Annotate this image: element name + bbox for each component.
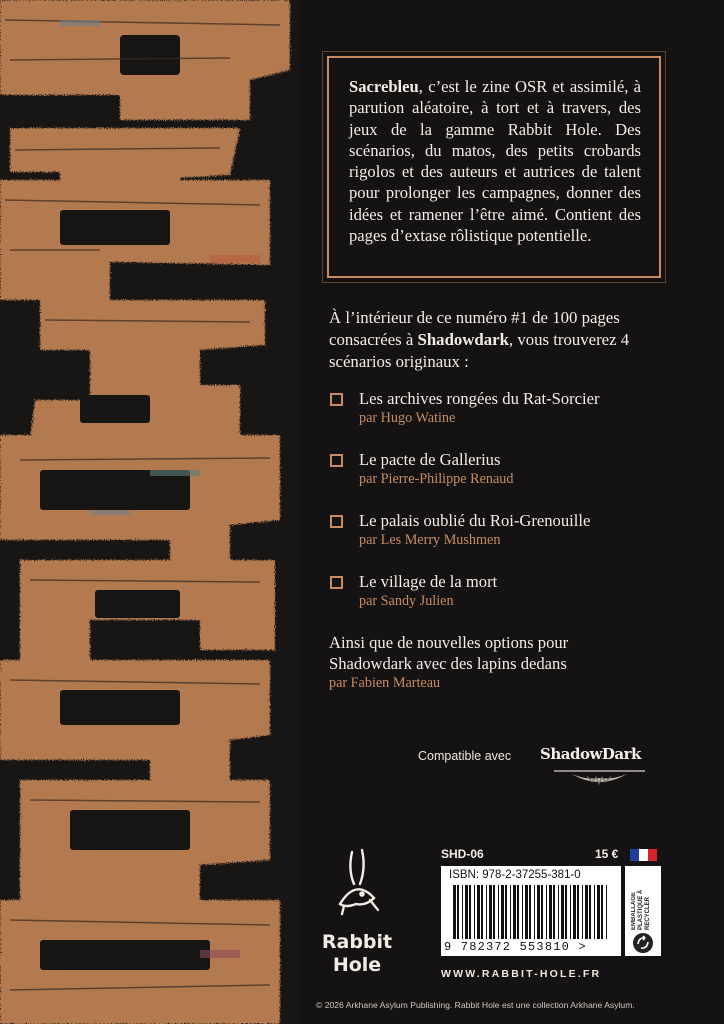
- extra-line-2: Shadowdark avec des lapins dedans: [329, 654, 567, 673]
- barcode-bar: [477, 885, 480, 939]
- recycle-box: [625, 866, 661, 956]
- compatible-label: Compatible avec: [418, 749, 512, 763]
- barcode-bar: [498, 885, 499, 939]
- barcode-bar: [474, 885, 475, 939]
- barcode-bar: [481, 885, 483, 939]
- barcode-bar: [537, 885, 540, 939]
- contents-lead: [329, 307, 669, 373]
- barcode-bar: [558, 885, 559, 939]
- square-bullet-icon: [330, 393, 343, 406]
- intro-body: , c’est le zine OSR et assimilé, à parution aléatoire, à tort et à travers, des jeux de la gamme Rabbit Hole. Des scénarios, du matos, des petits crobards rigolos et des auteurs et autrices de talent pour prolonger les campagnes, donner des idées et ramener l’être aimé. Contient des pages d’extase rôlistique potentielle.: [349, 77, 641, 246]
- barcode-bar: [561, 885, 564, 939]
- scenario-title: Le village de la mort: [359, 572, 498, 591]
- list-item: [329, 389, 669, 450]
- shadowdark-logo: ShadowDark: [540, 745, 641, 763]
- recycle-icon: [631, 932, 655, 954]
- barcode-bar: [534, 885, 535, 939]
- scenario-author: par Les Merry Mushmen: [359, 532, 501, 548]
- intro-lead: Sacrebleu: [349, 77, 419, 96]
- intro-text: [349, 76, 641, 246]
- french-flag-icon: [630, 849, 657, 861]
- contents-lead-end: , vous trouverez 4 scénarios originaux :: [329, 330, 630, 371]
- barcode-bar: [469, 885, 471, 939]
- barcode-bar: [465, 885, 468, 939]
- rabbit-hole-logo: [321, 848, 393, 980]
- barcode-bar: [486, 885, 487, 939]
- intro-box: [327, 56, 661, 278]
- price: 15 €: [595, 847, 619, 861]
- contents-lead-start: À l’intérieur de ce numéro #1 de 100 pages consacrées à: [329, 308, 620, 349]
- publisher-line-1: Rabbit: [321, 931, 393, 953]
- barcode-bar: [585, 885, 588, 939]
- barcode-bar: [489, 885, 492, 939]
- barcode-bar: [493, 885, 495, 939]
- list-item: [329, 572, 669, 633]
- barcode-icon: [453, 885, 609, 939]
- contents-lead-bold: Shadowdark: [417, 330, 509, 349]
- scenario-author: par Hugo Watine: [359, 410, 456, 426]
- barcode-bar: [501, 885, 504, 939]
- list-item: [329, 511, 669, 572]
- copyright: © 2026 Arkhane Asylum Publishing. Rabbit Hole est une collection Arkhane Asylum.: [316, 1000, 635, 1010]
- extra-section: [329, 632, 669, 692]
- square-bullet-icon: [330, 454, 343, 467]
- barcode-bar: [546, 885, 547, 939]
- barcode-bar: [597, 885, 600, 939]
- barcode-bar: [453, 885, 456, 939]
- square-bullet-icon: [330, 576, 343, 589]
- barcode-bar: [549, 885, 552, 939]
- list-item: [329, 450, 669, 511]
- sacrebleu-lettering-art: [0, 0, 300, 1024]
- barcode-box: [441, 866, 621, 956]
- website-link[interactable]: WWW.RABBIT-HOLE.FR: [441, 968, 602, 980]
- barcode-bar: [522, 885, 523, 939]
- publisher-line-2: Hole: [332, 954, 382, 976]
- barcode-bar: [570, 885, 571, 939]
- square-bullet-icon: [330, 515, 343, 528]
- barcode-bar: [510, 885, 511, 939]
- scenario-author: par Pierre-Philippe Renaud: [359, 471, 514, 487]
- extra-line-1: Ainsi que de nouvelles options pour: [329, 633, 569, 652]
- isbn: ISBN: 978-2-37255-381-0: [449, 869, 581, 881]
- recycle-label: EMBALLAGE PLASTIQUE À RECYCLER: [631, 889, 651, 930]
- scenario-list: [329, 389, 669, 633]
- barcode-bar: [513, 885, 516, 939]
- barcode-bar: [517, 885, 519, 939]
- scenario-author: par Sandy Julien: [359, 593, 454, 609]
- barcode-bar: [577, 885, 579, 939]
- scenario-title: Le pacte de Gallerius: [359, 450, 501, 469]
- barcode-bar: [529, 885, 531, 939]
- extra-author: par Fabien Marteau: [329, 675, 441, 691]
- scenario-title: Le palais oublié du Roi-Grenouille: [359, 511, 591, 530]
- barcode-bar: [457, 885, 459, 939]
- barcode-bar: [589, 885, 591, 939]
- barcode-bar: [541, 885, 543, 939]
- barcode-bar: [525, 885, 528, 939]
- barcode-bar: [594, 885, 595, 939]
- barcode-number: 9 782372 553810 >: [444, 940, 587, 954]
- barcode-bar: [606, 885, 607, 939]
- scenario-title: Les archives rongées du Rat-Sorcier: [359, 389, 600, 408]
- barcode-bar: [582, 885, 583, 939]
- shadowdark-logo-ornament-icon: [552, 768, 647, 790]
- barcode-bar: [553, 885, 555, 939]
- contents-section: [329, 307, 669, 633]
- product-code: SHD-06: [441, 847, 484, 861]
- title-band: [0, 0, 300, 1024]
- barcode-bar: [565, 885, 567, 939]
- barcode-bar: [505, 885, 507, 939]
- barcode-bar: [573, 885, 576, 939]
- barcode-bar: [601, 885, 603, 939]
- barcode-bar: [462, 885, 463, 939]
